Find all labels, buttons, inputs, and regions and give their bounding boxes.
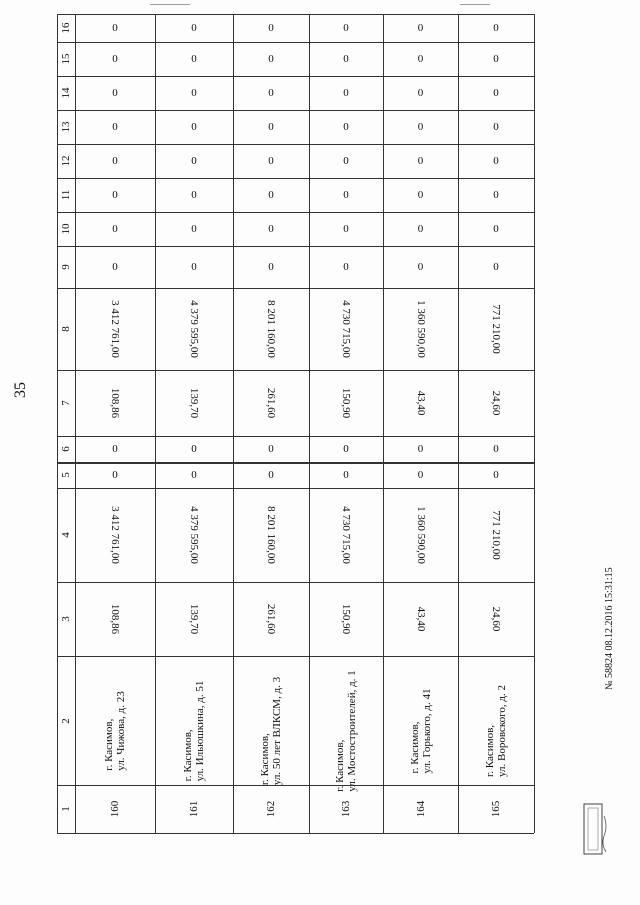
table-cell-col-1: 161	[188, 800, 200, 818]
table-cell-col-10: 0	[268, 223, 274, 235]
table-cell-col-11: 0	[112, 189, 118, 201]
table-gridline	[57, 785, 534, 786]
table-cell-col-8: 4 379 595,00	[188, 300, 200, 358]
table-gridline	[458, 14, 459, 833]
column-number: 14	[60, 87, 72, 99]
table-gridline	[534, 14, 535, 833]
table-cell-col-8: 1 360 590,00	[414, 300, 427, 358]
table-cell-col-12: 0	[268, 155, 274, 167]
address-city: г. Касимов,	[484, 724, 496, 777]
table-cell-col-8: 771 210,00	[490, 304, 502, 354]
table-cell-col-6: 0	[191, 443, 197, 455]
table-cell-col-9: 0	[268, 261, 274, 273]
table-cell-col-7: 43,40	[414, 390, 427, 416]
table-cell-col-9: 0	[191, 261, 197, 273]
table-gridline	[57, 288, 534, 289]
address-street: ул. Чижова, д. 23	[115, 690, 127, 771]
column-number: 3	[60, 616, 72, 622]
table-gridline	[57, 144, 534, 145]
address-city: г. Касимов,	[103, 718, 115, 771]
table-gridline	[57, 212, 534, 213]
address-street: ул. Ильюшкина, д. 51	[194, 680, 206, 781]
table-cell-col-5: 0	[191, 469, 197, 481]
table-cell-col-6: 0	[343, 443, 349, 455]
column-number: 12	[60, 155, 72, 167]
column-number: 2	[60, 717, 72, 724]
table-cell-col-16: 0	[112, 22, 118, 34]
table-cell-col-3: 261,60	[265, 603, 277, 635]
table-cell-col-15: 0	[112, 53, 118, 65]
table-cell-col-10: 0	[112, 223, 118, 235]
seal-icon	[580, 798, 610, 860]
table-gridline	[309, 14, 310, 833]
table-cell-col-14: 0	[493, 87, 499, 99]
table-cell-col-15: 0	[493, 53, 499, 65]
table-cell-col-14: 0	[343, 87, 349, 99]
address-street: ул. Горького, д. 41	[420, 687, 433, 774]
address-cell	[182, 680, 206, 781]
table-cell-col-10: 0	[493, 223, 499, 235]
address-city: г. Касимов,	[408, 720, 421, 774]
table-cell-col-10: 0	[417, 223, 424, 235]
table-gridline	[57, 488, 534, 489]
column-number: 7	[60, 400, 72, 406]
table-cell-col-16: 0	[417, 22, 424, 34]
column-number: 15	[60, 53, 72, 65]
table-cell-col-5: 0	[343, 469, 349, 481]
address-city: г. Касимов,	[182, 728, 194, 781]
column-number: 5	[60, 472, 72, 478]
table-gridline	[57, 656, 534, 657]
table-cell-col-12: 0	[417, 155, 424, 167]
table-cell-col-13: 0	[343, 121, 349, 133]
table-cell-col-5: 0	[112, 469, 118, 481]
table-cell-col-3: 24,60	[490, 606, 502, 632]
table-gridline	[383, 14, 384, 833]
table-cell-col-14: 0	[112, 87, 118, 99]
table-cell-col-6: 0	[493, 443, 499, 455]
table-cell-col-14: 0	[191, 87, 197, 99]
table-cell-col-13: 0	[112, 121, 118, 133]
table-cell-col-15: 0	[343, 53, 349, 65]
table-cell-col-4: 4 730 715,00	[340, 506, 352, 564]
table-cell-col-7: 24,60	[490, 390, 502, 416]
table-cell-col-1: 160	[109, 800, 121, 818]
address-cell	[334, 670, 358, 791]
table-cell-col-1: 164	[414, 800, 427, 818]
table-cell-col-9: 0	[417, 261, 424, 273]
table-cell-col-9: 0	[343, 261, 349, 273]
table-gridline	[75, 14, 76, 833]
table-gridline	[57, 246, 534, 247]
table-cell-col-15: 0	[417, 53, 424, 65]
table-cell-col-14: 0	[417, 87, 424, 99]
table-cell-col-1: 162	[265, 800, 277, 818]
table-cell-col-13: 0	[493, 121, 499, 133]
table-cell-col-14: 0	[268, 87, 274, 99]
table-gridline	[57, 582, 534, 583]
address-cell	[259, 676, 283, 784]
table-cell-col-6: 0	[417, 443, 424, 455]
table-gridline	[233, 14, 234, 833]
table-cell-col-16: 0	[268, 22, 274, 34]
table-gridline	[155, 14, 156, 833]
table-cell-col-15: 0	[268, 53, 274, 65]
table-gridline	[57, 178, 534, 179]
column-number: 1	[60, 806, 72, 812]
table-cell-col-4: 1 360 590,00	[414, 506, 427, 564]
address-cell	[409, 688, 433, 773]
table-cell-col-5: 0	[493, 469, 499, 481]
address-cell	[103, 691, 127, 770]
table-cell-col-3: 139,70	[188, 603, 200, 635]
table-cell-col-7: 139,70	[188, 387, 200, 419]
table-cell-col-11: 0	[493, 189, 499, 201]
table-cell-col-1: 163	[340, 800, 352, 818]
table-cell-col-12: 0	[493, 155, 499, 167]
address-city: г. Касимов,	[259, 732, 271, 785]
scan-edge-line	[150, 4, 190, 5]
table-cell-col-16: 0	[343, 22, 349, 34]
table-cell-col-11: 0	[343, 189, 349, 201]
column-number: 10	[60, 223, 72, 235]
column-number: 4	[60, 532, 72, 538]
table-cell-col-16: 0	[493, 22, 499, 34]
column-number: 8	[60, 326, 72, 332]
table-gridline	[57, 14, 58, 833]
table-cell-col-12: 0	[191, 155, 197, 167]
table-cell-col-5: 0	[417, 469, 424, 481]
column-number: 9	[60, 264, 72, 270]
table-cell-col-13: 0	[268, 121, 274, 133]
table-cell-col-16: 0	[191, 22, 197, 34]
column-number: 16	[60, 22, 72, 34]
table-cell-col-5: 0	[268, 469, 274, 481]
table-cell-col-3: 150,90	[340, 603, 352, 635]
column-number: 6	[60, 446, 72, 452]
table-cell-col-1: 165	[490, 800, 502, 818]
registration-stamp-text: № 58824 08.12.2016 15:31:15	[604, 567, 615, 690]
table-cell-col-10: 0	[191, 223, 197, 235]
table-cell-col-12: 0	[112, 155, 118, 167]
table-cell-col-7: 261,60	[265, 387, 277, 419]
page-number: 35	[12, 382, 29, 398]
address-street: ул. Воровского, д. 2	[496, 684, 508, 777]
table-cell-col-4: 4 379 595,00	[188, 506, 200, 564]
table-gridline	[57, 436, 534, 437]
table-cell-col-13: 0	[191, 121, 197, 133]
table-cell-col-7: 108,86	[109, 387, 121, 419]
column-number: 13	[60, 121, 72, 133]
table-cell-col-15: 0	[191, 53, 197, 65]
address-city: г. Касимов,	[334, 739, 346, 792]
column-number: 11	[60, 189, 72, 201]
table-cell-col-8: 3 412 761,00	[109, 300, 121, 358]
scan-edge-line	[460, 4, 490, 5]
table-cell-col-9: 0	[112, 261, 118, 273]
table-gridline	[57, 370, 534, 371]
table-cell-col-11: 0	[417, 189, 424, 201]
table-cell-col-4: 8 201 160,00	[265, 506, 277, 564]
table-gridline	[57, 76, 534, 77]
table-cell-col-8: 8 201 160,00	[265, 300, 277, 358]
table-cell-col-7: 150,90	[340, 387, 352, 419]
table-cell-col-11: 0	[191, 189, 197, 201]
table-cell-col-3: 43,40	[414, 606, 427, 632]
address-street: ул. Мостостроителей, д. 1	[346, 669, 358, 792]
table-cell-col-11: 0	[268, 189, 274, 201]
table-cell-col-12: 0	[343, 155, 349, 167]
table-gridline-bold	[57, 462, 534, 464]
table-cell-col-10: 0	[343, 223, 349, 235]
table-cell-col-3: 108,86	[109, 603, 121, 635]
table-cell-col-6: 0	[112, 443, 118, 455]
table-gridline	[57, 42, 534, 43]
table-cell-col-4: 3 412 761,00	[109, 506, 121, 564]
table-cell-col-4: 771 210,00	[490, 510, 502, 560]
table-gridline	[57, 110, 534, 111]
address-street: ул. 50 лет ВЛКСМ, д. 3	[271, 676, 283, 785]
table-cell-col-6: 0	[268, 443, 274, 455]
table-gridline	[57, 14, 534, 15]
address-cell	[484, 685, 508, 777]
table-gridline	[57, 833, 534, 834]
table-cell-col-9: 0	[493, 261, 499, 273]
table-cell-col-13: 0	[417, 121, 424, 133]
table-cell-col-8: 4 730 715,00	[340, 300, 352, 358]
